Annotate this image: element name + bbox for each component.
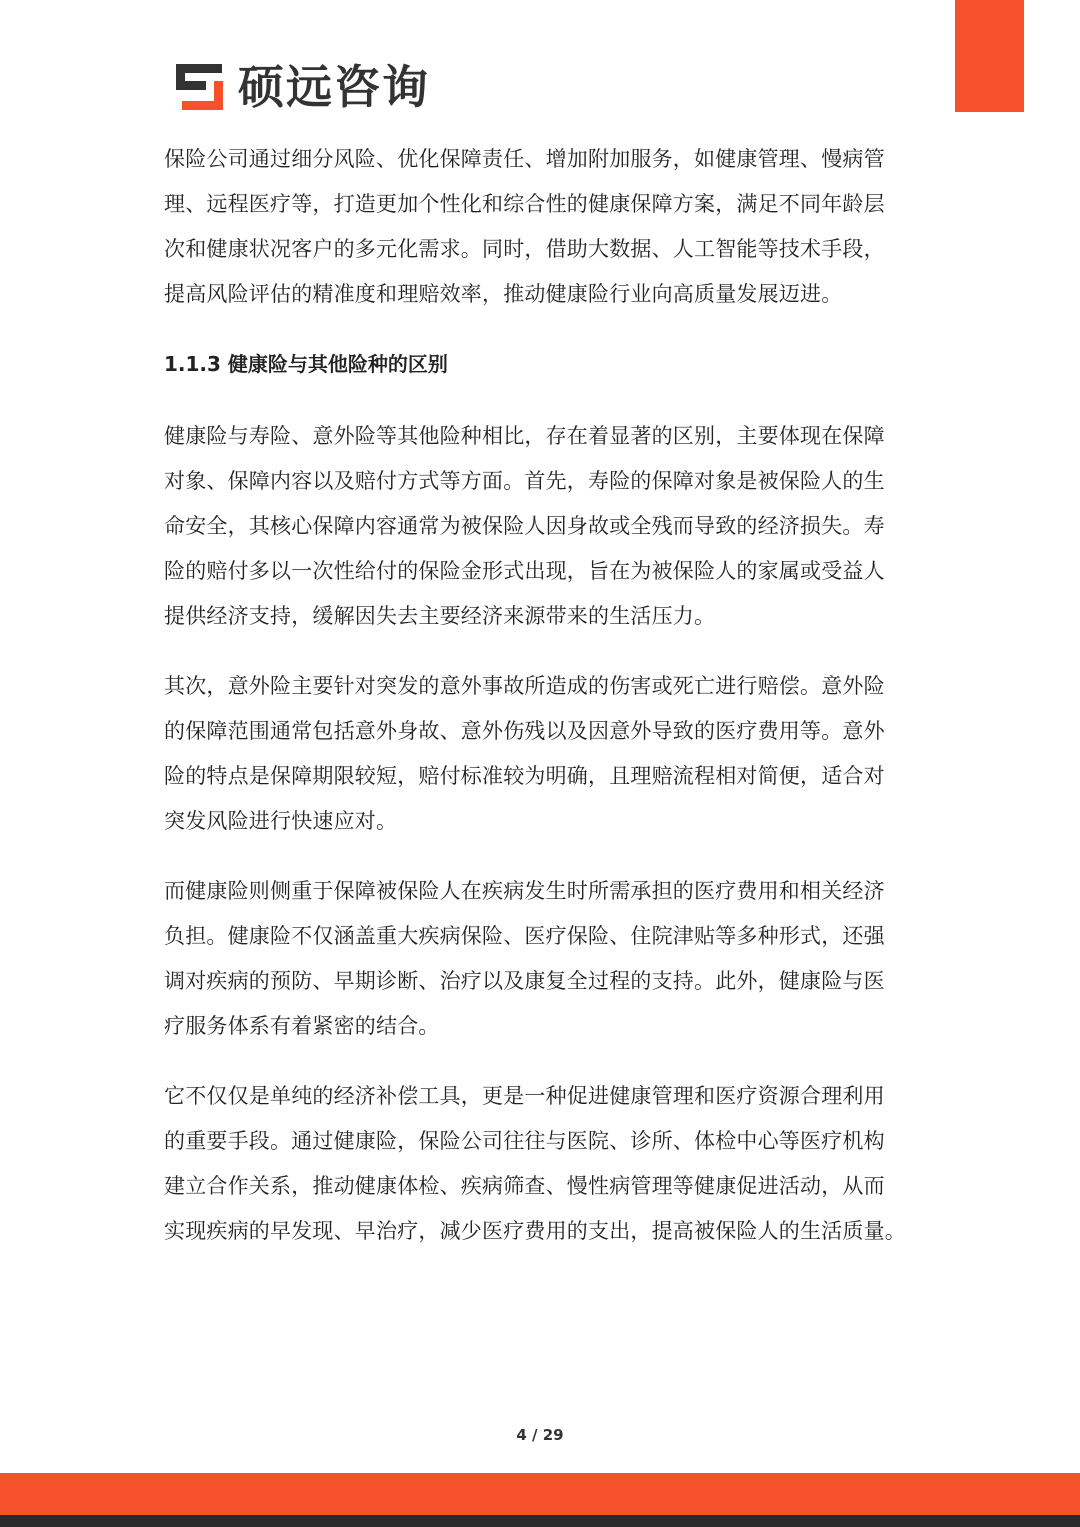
intro-paragraph: 保险公司通过细分风险、优化保障责任、增加附加服务，如健康管理、慢病管 理、远程医疗等，打造更加个性化和综合性的健康保障方案，满足不同年龄层 次和健康状况客户的多元化需求。同时，借助大数据、人工智能等技术手段， 提高风险评估的精准度和理赔效率，推动健康险行业向高质量发展迈进。: [164, 147, 885, 306]
brand-name: 硕远咨询: [238, 60, 430, 114]
section-paragraph-3: 而健康险则侧重于保障被保险人在疾病发生时所需承担的医疗费用和相关经济 负担。健康险不仅涵盖重大疾病保险、医疗保险、住院津贴等多种形式，还强 调对疾病的预防、早期诊断、治疗以及康复全过程的支持。此外，健康险与医 疗服务体系有着紧密的结合。: [164, 879, 885, 1038]
document-body: [164, 137, 924, 1279]
brand-logo: [176, 60, 430, 114]
footer-dark-bar: [0, 1515, 1080, 1527]
section-paragraph-1: 健康险与寿险、意外险等其他险种相比，存在着显著的区别，主要体现在保障 对象、保障内容以及赔付方式等方面。首先，寿险的保障对象是被保险人的生 命安全，其核心保障内容通常为被保险人因身故或全残而导致的经济损失。寿 险的赔付多以一次性给付的保险金形式出现，旨在为被保险人的家属或受益人 提供经济支持，缓解因失去主要经济来源带来的生活压力。: [164, 424, 885, 628]
s-logo-icon: [176, 62, 226, 112]
page-number: 4 / 29: [516, 1426, 564, 1444]
footer-accent-bar: [0, 1473, 1080, 1515]
section-paragraph-2: 其次，意外险主要针对突发的意外事故所造成的伤害或死亡进行赔偿。意外险 的保障范围通常包括意外身故、意外伤残以及因意外导致的医疗费用等。意外 险的特点是保障期限较短，赔付标准较为明确，且理赔流程相对简便，适合对 突发风险进行快速应对。: [164, 674, 885, 833]
section-paragraph-4: 它不仅仅是单纯的经济补偿工具，更是一种促进健康管理和医疗资源合理利用 的重要手段。通过健康险，保险公司往往与医院、诊所、体检中心等医疗机构 建立合作关系，推动健康体检、疾病筛查、慢性病管理等健康促进活动，从而 实现疾病的早发现、早治疗，减少医疗费用的支出，提高被保险人的生活质量。: [164, 1084, 906, 1243]
corner-accent-block: [955, 0, 1024, 112]
section-heading: 1.1.3 健康险与其他险种的区别: [164, 352, 448, 376]
